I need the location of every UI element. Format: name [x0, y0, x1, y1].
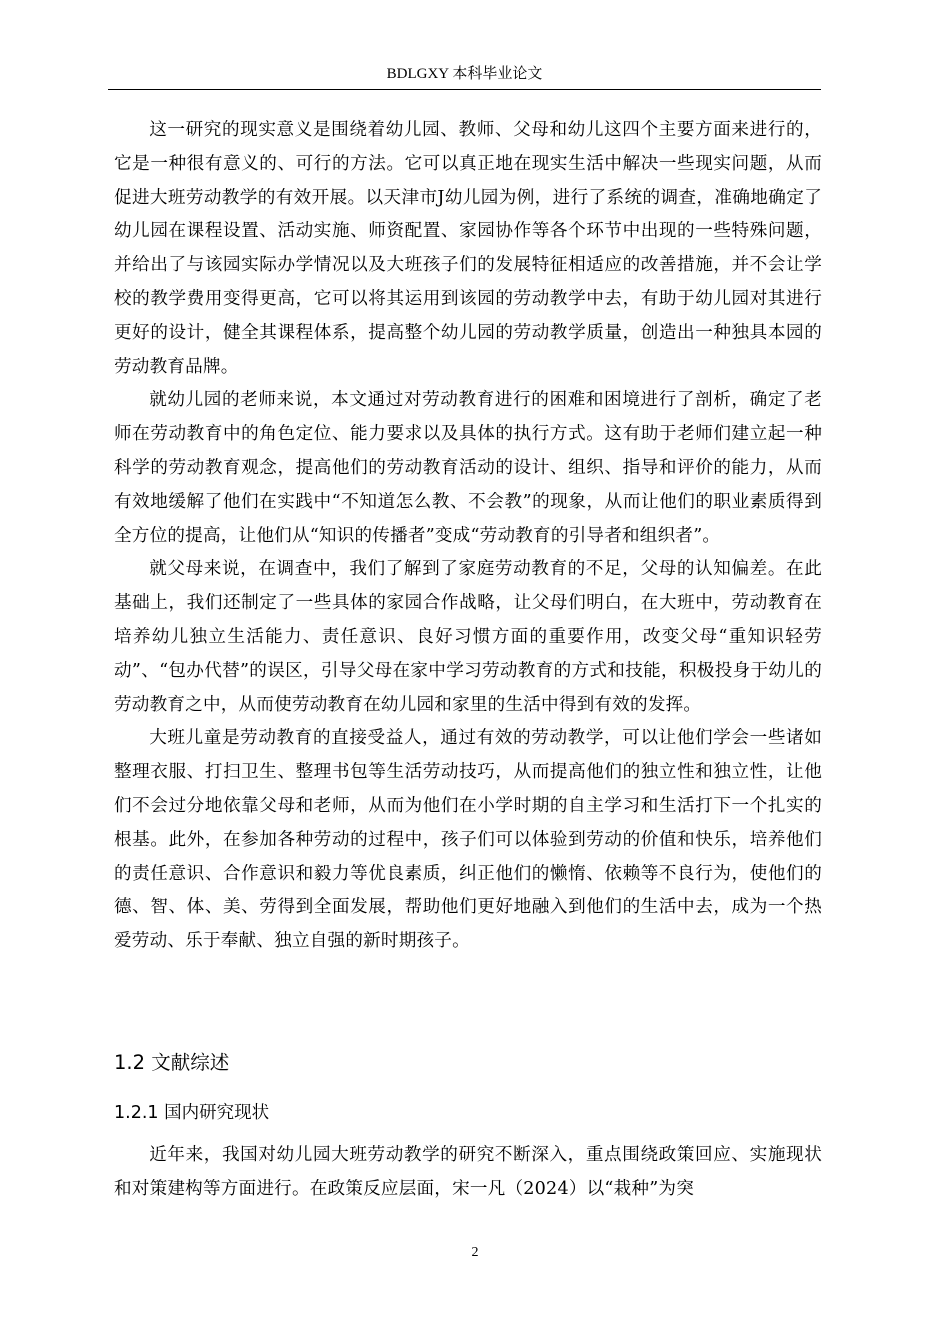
paragraph: 这一研究的现实意义是围绕着幼儿园、教师、父母和幼儿这四个主要方面来进行的，它是一种很有意义的、可行的方法。它可以真正地在现实生活中解决一些现实问题，从而促进大班劳动教学的有效开展。以天津市J幼儿园为例，进行了系统的调查，准确地确定了幼儿园在课程设置、活动实施、师资配置、家园协作等各个环节中出现的一些特殊问题，并给出了与该园实际办学情况以及大班孩子们的发展特征相适应的改善措施，并不会让学校的教学费用变得更高，它可以将其运用到该园的劳动教学中去，有助于幼儿园对其进行更好的设计，健全其课程体系，提高整个幼儿园的劳动教学质量，创造出一种独具本园的劳动教育品牌。 — [114, 120, 822, 377]
paragraph: 大班儿童是劳动教育的直接受益人，通过有效的劳动教学，可以让他们学会一些诸如整理衣服、打扫卫生、整理书包等生活劳动技巧，从而提高他们的独立性和独立性，让他们不会过分地依靠父母和老师，从而为他们在小学时期的自主学习和生活打下一个扎实的根基。此外，在参加各种劳动的过程中，孩子们可以体验到劳动的价值和快乐，培养他们的责任意识、合作意识和毅力等优良素质，纠正他们的懒惰、依赖等不良行为，使他们的德、智、体、美、劳得到全面发展，帮助他们更好地融入到他们的生活中去，成为一个热爱劳动、乐于奉献、独立自强的新时期孩子。 — [114, 728, 822, 952]
header-divider — [108, 89, 821, 90]
page-number: 2 — [471, 1245, 479, 1260]
page-header: BDLGXY 本科毕业论文 — [386, 66, 543, 82]
paragraph: 就父母来说，在调查中，我们了解到了家庭劳动教育的不足，父母的认知偏差。在此基础上，我们还制定了一些具体的家园合作战略，让父母们明白，在大班中，劳动教育在培养幼儿独立生活能力、责任意识、良好习惯方面的重要作用，改变父母“重知识轻劳动”、“包办代替”的误区，引导父母在家中学习劳动教育的方式和技能，积极投身于幼儿的劳动教育之中，从而使劳动教育在幼儿园和家里的生活中得到有效的发挥。 — [114, 559, 822, 715]
paragraph: 就幼儿园的老师来说，本文通过对劳动教育进行的困难和困境进行了剖析，确定了老师在劳动教育中的角色定位、能力要求以及具体的执行方式。这有助于老师们建立起一种科学的劳动教育观念，提高他们的劳动教育活动的设计、组织、指导和评价的能力，从而有效地缓解了他们在实践中“不知道怎么教、不会教”的现象，从而让他们的职业素质得到全方位的提高，让他们从“知识的传播者”变成“劳动教育的引导者和组织者”。 — [114, 390, 822, 546]
subsection-heading: 1.2.1 国内研究现状 — [114, 1103, 270, 1123]
body-text — [114, 114, 822, 959]
section-heading: 1.2 文献综述 — [114, 1051, 230, 1074]
subsection-body — [114, 1139, 822, 1207]
paragraph: 近年来，我国对幼儿园大班劳动教学的研究不断深入，重点围绕政策回应、实施现状和对策建构等方面进行。在政策反应层面，宋一凡（2024）以“栽种”为突 — [114, 1145, 822, 1199]
